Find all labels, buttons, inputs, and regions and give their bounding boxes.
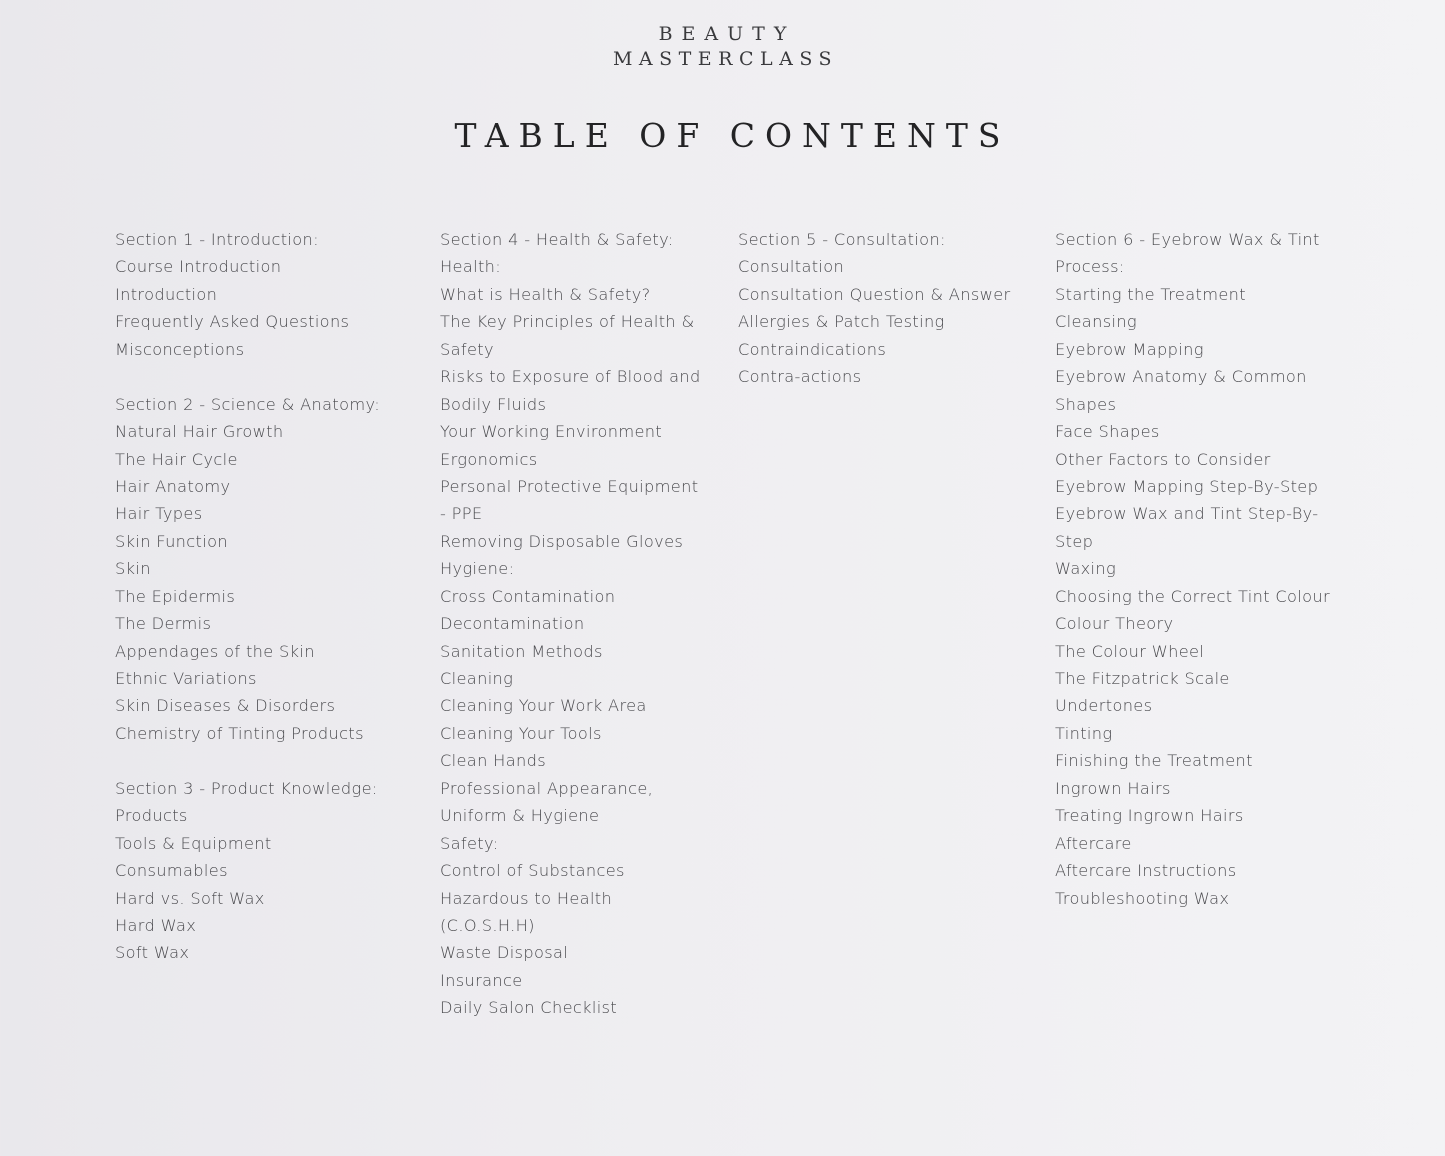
page-title: TABLE OF CONTENTS — [454, 116, 1011, 155]
toc-entry: Hair Types — [115, 504, 203, 524]
toc-entry: Cleaning Your Work Area — [440, 696, 647, 716]
toc-entry: Hair Anatomy — [115, 476, 231, 496]
toc-entry: Other Factors to Consider — [1055, 449, 1271, 469]
toc-entry: Treating Ingrown Hairs — [1055, 806, 1244, 826]
toc-entry: Tools & Equipment — [115, 833, 272, 853]
toc-entry: Troubleshooting Wax — [1055, 888, 1230, 908]
toc-entry: Ingrown Hairs — [1055, 778, 1171, 798]
section-heading: Section 4 - Health & Safety: — [440, 230, 674, 249]
toc-column-4 — [1055, 226, 1330, 912]
toc-entry: Colour Theory — [1055, 614, 1174, 634]
toc-entry: Eyebrow Mapping Step-By-Step — [1055, 476, 1319, 496]
toc-entry: - PPE — [440, 504, 483, 524]
brand-line-beauty: BEAUTY — [658, 23, 796, 45]
section-heading: Section 2 - Science & Anatomy: — [115, 394, 381, 414]
toc-entry: Ethnic Variations — [115, 669, 257, 688]
toc-entry: Personal Protective Equipment — [440, 476, 699, 496]
toc-entry: Step — [1055, 531, 1094, 551]
toc-entry: The Colour Wheel — [1055, 641, 1205, 661]
toc-entry: Undertones — [1055, 696, 1153, 716]
toc-entry: Professional Appearance, — [440, 778, 654, 798]
toc-entry: Consultation Question & Answer — [738, 284, 1011, 304]
toc-column-1 — [115, 226, 380, 967]
toc-column-3 — [738, 226, 1011, 391]
toc-entry: Contra-actions — [738, 367, 862, 387]
toc-entry: Daily Salon Checklist — [440, 998, 618, 1018]
toc-entry: Skin — [115, 559, 151, 579]
toc-entry: Frequently Asked Questions — [115, 312, 350, 332]
toc-entry: The Epidermis — [115, 586, 236, 606]
toc-entry: Safety — [440, 339, 494, 359]
toc-entry: Shapes — [1055, 394, 1117, 414]
toc-entry: What is Health & Safety? — [440, 284, 651, 304]
toc-column-2 — [440, 226, 701, 1022]
toc-entry: Cleaning — [440, 669, 514, 688]
section-spacer — [115, 363, 380, 390]
toc-entry: The Key Principles of Health & — [440, 312, 695, 332]
toc-entry: Eyebrow Mapping — [1055, 339, 1204, 359]
toc-entry: The Hair Cycle — [115, 449, 238, 469]
toc-entry: Decontamination — [440, 614, 585, 634]
toc-entry: Allergies & Patch Testing — [738, 312, 945, 332]
toc-entry: Appendages of the Skin — [115, 641, 315, 661]
toc-entry: (C.O.S.H.H) — [440, 915, 535, 935]
toc-entry: Bodily Fluids — [440, 394, 547, 414]
toc-entry: Soft Wax — [115, 943, 190, 963]
toc-entry: Tinting — [1055, 723, 1113, 743]
toc-entry: Insurance — [440, 970, 523, 990]
toc-entry: Consumables — [115, 861, 228, 881]
toc-entry: Finishing the Treatment — [1055, 751, 1253, 771]
toc-entry: Hard Wax — [115, 915, 197, 935]
toc-entry: Eyebrow Anatomy & Common — [1055, 367, 1307, 387]
toc-entry: Removing Disposable Gloves — [440, 531, 684, 551]
toc-entry: Cleaning Your Tools — [440, 723, 602, 743]
toc-entry: Skin Function — [115, 531, 228, 551]
toc-entry: The Fitzpatrick Scale — [1055, 669, 1230, 688]
toc-entry: Clean Hands — [440, 751, 546, 771]
section-heading: Section 6 - Eyebrow Wax & Tint — [1055, 230, 1320, 249]
toc-entry: Health: — [440, 257, 502, 277]
toc-entry: Chemistry of Tinting Products — [115, 723, 364, 743]
toc-entry: Hygiene: — [440, 559, 515, 579]
toc-entry: Control of Substances — [440, 861, 625, 881]
brand-logo — [0, 22, 1445, 72]
toc-entry: Hazardous to Health — [440, 888, 613, 908]
toc-entry: Products — [115, 806, 188, 826]
toc-entry: Safety: — [440, 833, 499, 853]
toc-entry: Risks to Exposure of Blood and — [440, 367, 701, 387]
toc-entry: Cross Contamination — [440, 586, 616, 606]
toc-entry: Misconceptions — [115, 339, 245, 359]
section-heading: Section 5 - Consultation: — [738, 230, 946, 249]
toc-entry: Choosing the Correct Tint Colour — [1055, 586, 1331, 606]
toc-entry: Uniform & Hygiene — [440, 806, 600, 826]
toc-entry: Consultation — [738, 257, 845, 277]
toc-entry: Sanitation Methods — [440, 641, 603, 661]
toc-entry: Aftercare — [1055, 833, 1132, 853]
toc-entry: Waste Disposal — [440, 943, 569, 963]
section-heading: Section 1 - Introduction: — [115, 230, 319, 249]
toc-entry: Cleansing — [1055, 312, 1137, 332]
toc-entry: Waxing — [1055, 559, 1117, 579]
toc-entry: The Dermis — [115, 614, 212, 634]
toc-entry: Introduction — [115, 284, 218, 304]
toc-entry: Ergonomics — [440, 449, 538, 469]
toc-entry: Skin Diseases & Disorders — [115, 696, 336, 716]
toc-entry: Natural Hair Growth — [115, 422, 284, 442]
toc-entry: Face Shapes — [1055, 422, 1160, 442]
toc-entry: Process: — [1055, 257, 1125, 277]
brand-line-masterclass: MASTERCLASS — [612, 48, 839, 70]
toc-entry: Course Introduction — [115, 257, 282, 277]
section-spacer — [115, 747, 380, 774]
toc-entry: Hard vs. Soft Wax — [115, 888, 265, 908]
toc-entry: Eyebrow Wax and Tint Step-By- — [1055, 504, 1319, 524]
section-heading: Section 3 - Product Knowledge: — [115, 778, 378, 798]
toc-entry: Starting the Treatment — [1055, 284, 1246, 304]
toc-entry: Your Working Environment — [440, 422, 663, 442]
toc-entry: Contraindications — [738, 339, 887, 359]
toc-entry: Aftercare Instructions — [1055, 861, 1237, 881]
